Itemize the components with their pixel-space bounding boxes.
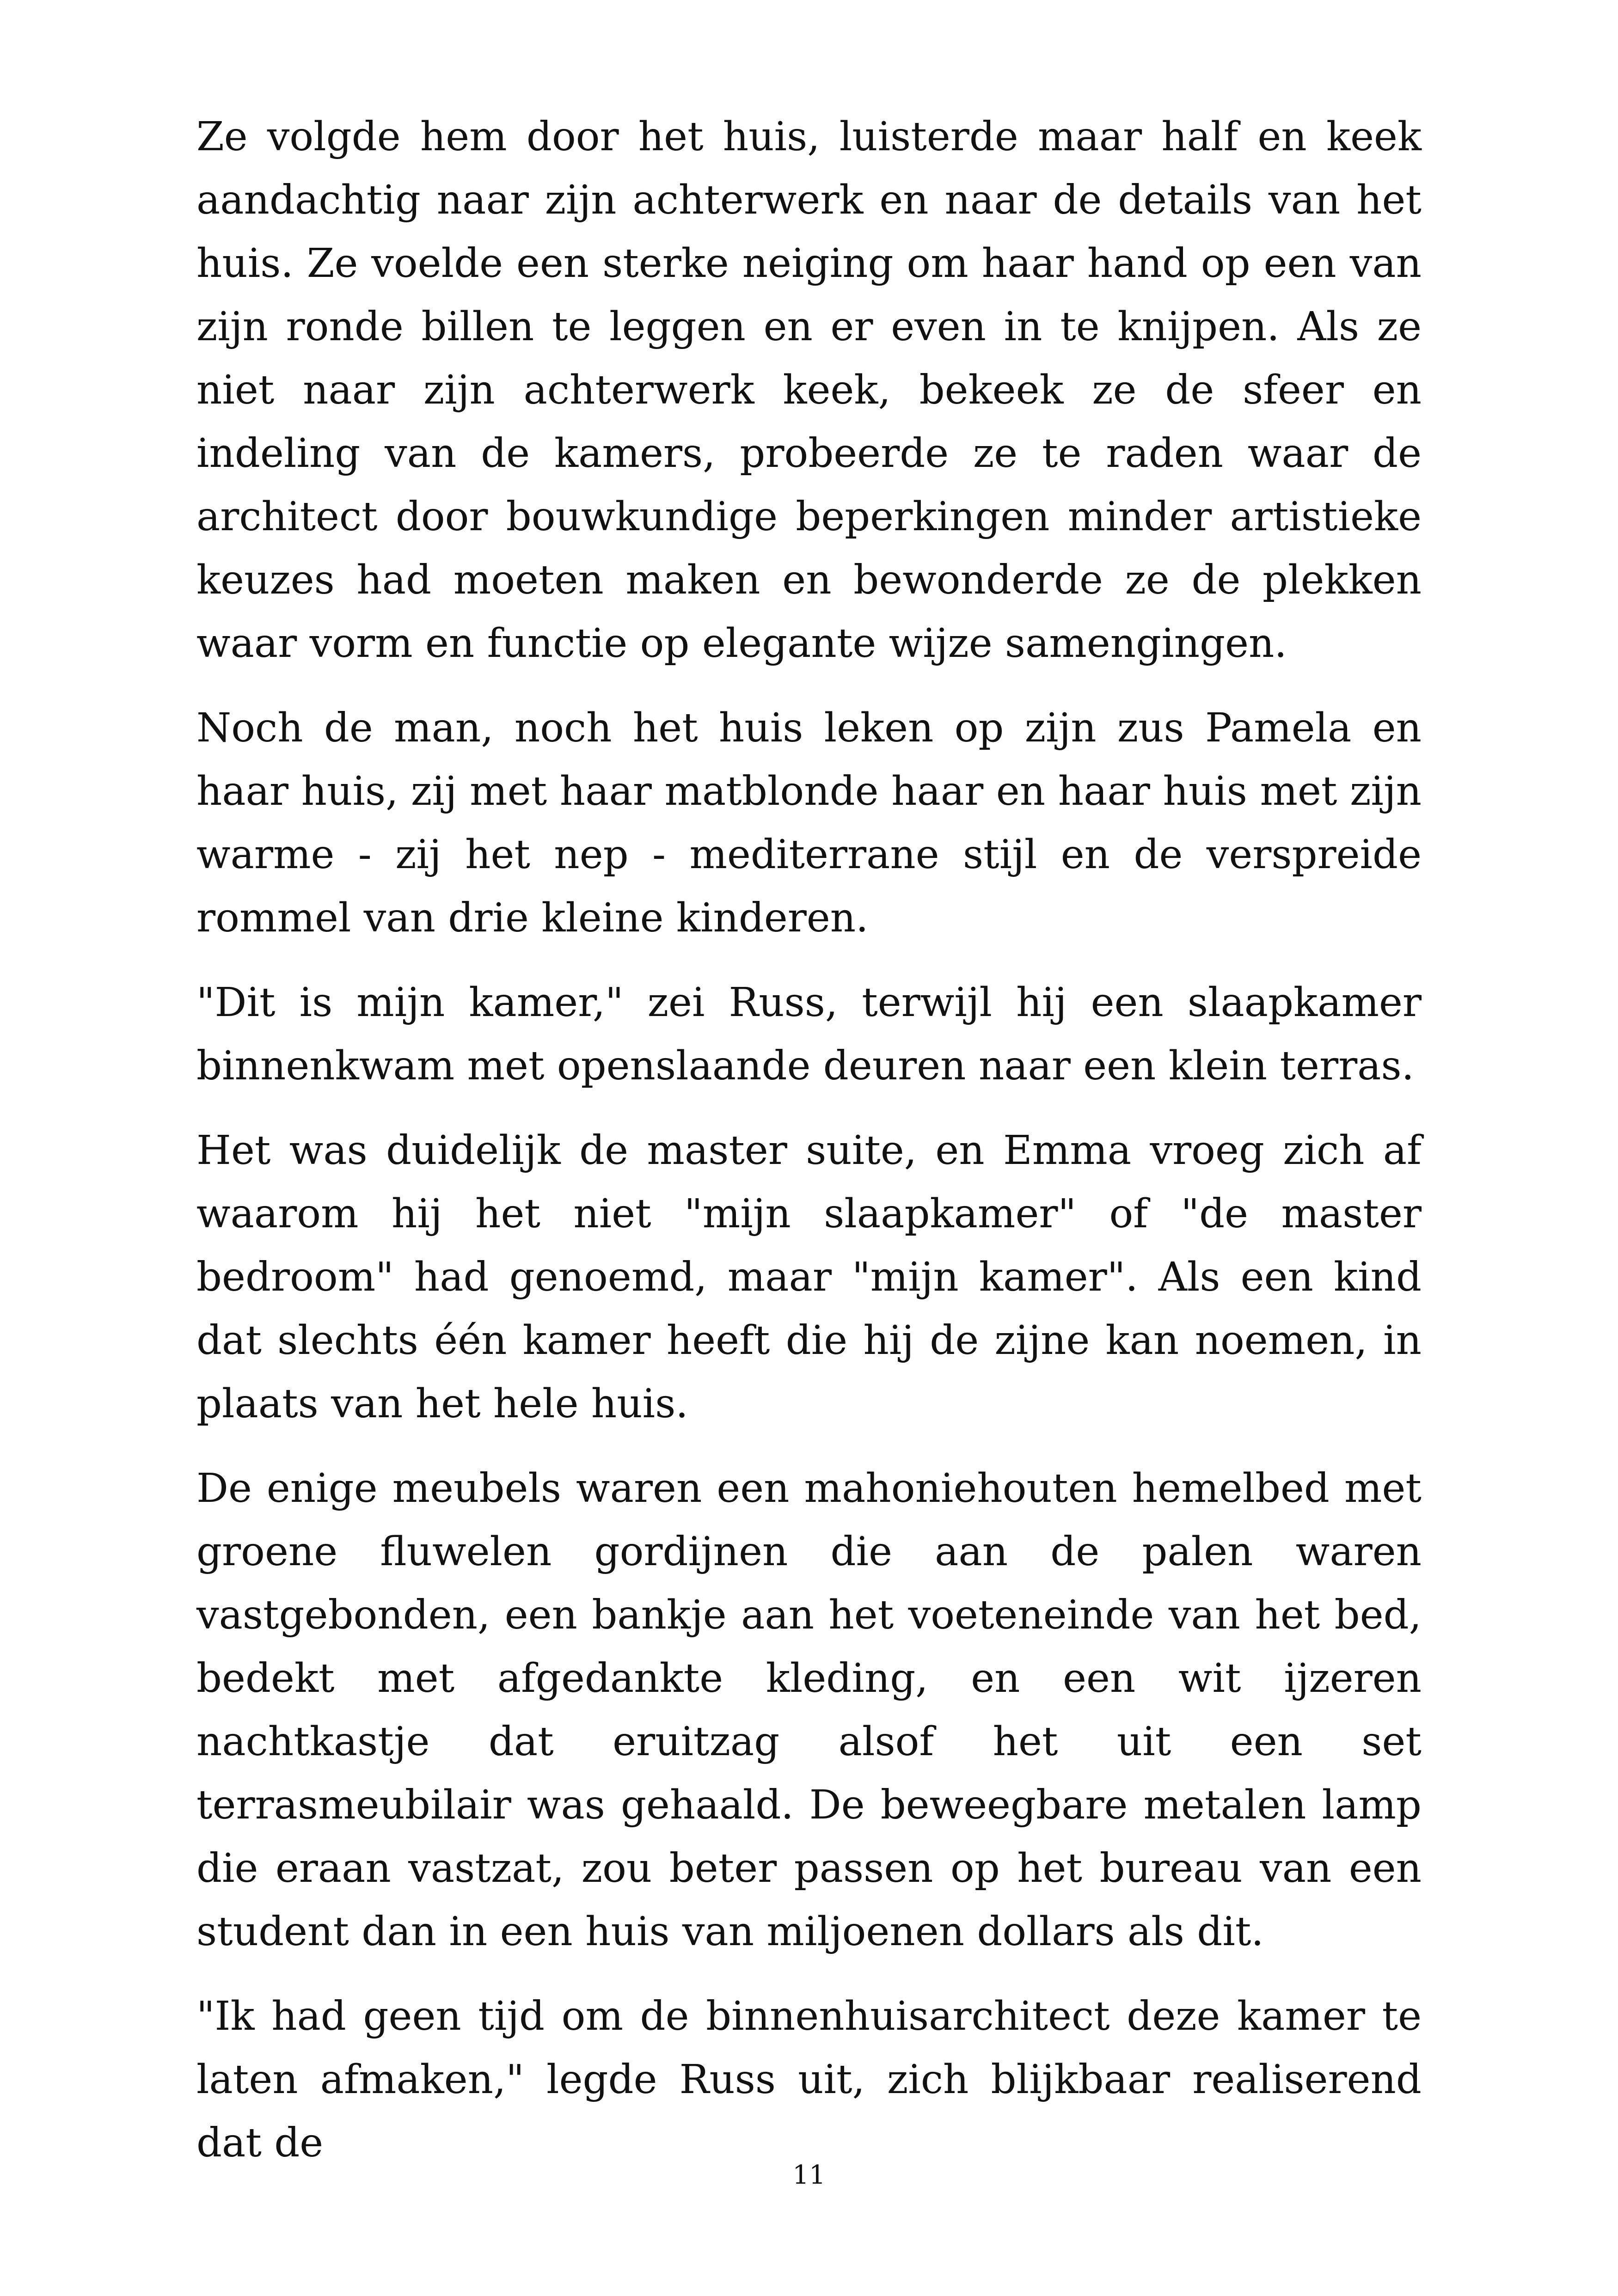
paragraph-4: Het was duidelijk de master suite, en Emma vroeg zich af waarom hij het niet "mijn slaapkamer" of "de master bedroom" had genoemd, maar "mijn kamer". Als een kind dat slechts één kamer heeft die hij de zijne kan noemen, in plaats van het hele huis. [196,1127,1422,1427]
paragraph-1: Ze volgde hem door het huis, luisterde maar half en keek aandachtig naar zijn achterwerk en naar de details van het huis. Ze voelde een sterke neiging om haar hand op een van zijn ronde billen te leggen en er even in te knijpen. Als ze niet naar zijn achterwerk keek, bekeek ze de sfeer en indeling van de kamers, probeerde ze te raden waar de architect door bouwkundige beperkingen minder artistieke keuzes had moeten maken en bewonderde ze de plekken waar vorm en functie op elegante wijze samengingen. [196,114,1422,667]
page-number: 11 [792,2160,826,2190]
paragraph-3: "Dit is mijn kamer," zei Russ, terwijl hij een slaapkamer binnenkwam met openslaande deuren naar een klein terras. [196,980,1422,1089]
paragraph-5: De enige meubels waren een mahoniehouten hemelbed met groene fluwelen gordijnen die aan de palen waren vastgebonden, een bankje aan het voeteneinde van het bed, bedekt met afgedankte kleding, en een wit ijzeren nachtkastje dat eruitzag alsof het uit een set terrasmeubilair was gehaald. De beweegbare metalen lamp die eraan vastzat, zou beter passen op het bureau van een student dan in een huis van miljoenen dollars als dit. [196,1465,1422,1955]
paragraph-2: Noch de man, noch het huis leken op zijn zus Pamela en haar huis, zij met haar matblonde haar en haar huis met zijn warme - zij het nep - mediterrane stijl en de verspreide rommel van drie kleine kinderen. [196,705,1422,941]
paragraph-6: "Ik had geen tijd om de binnenhuisarchitect deze kamer te laten afmaken," legde Russ uit, zich blijkbaar realiserend dat de [196,1993,1422,2166]
body-text [196,105,1422,2196]
